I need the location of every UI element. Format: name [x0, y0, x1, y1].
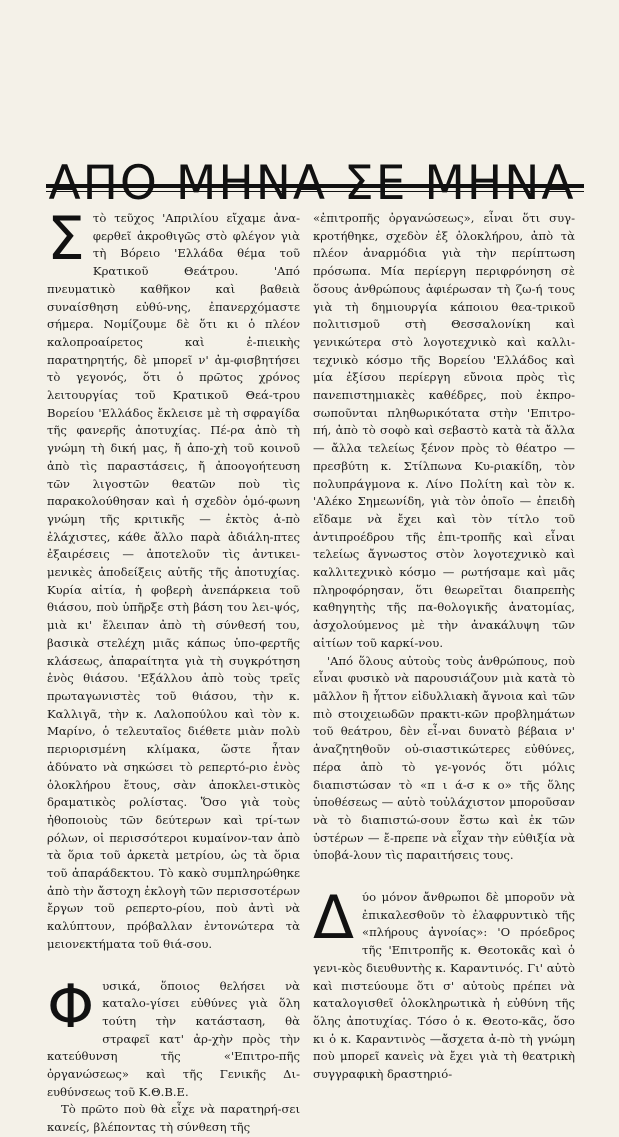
paragraph-text: ύο μόνον ἄνθρωποι δὲ μποροῦν νὰ ἐπικαλεσθοῦν τὸ ἐλαφρυντικὸ τῆς «πλήρους ἀγνοίας»: 'Ο πρόεδρος τῆς 'Επιτροπῆς κ. Θεοτοκᾶς καὶ ὁ γενι-κὸς διευθυντὴς κ. Καραντινός. Γι' αὐτὸ καὶ πιστεύουμε ὅτι σ' αὐτοὺς πρέπει νὰ καταλογισθεῖ ὁλοκληρωτικὰ ἡ εὐθύνη τῆς ὅλης ἀποτυχίας. Τόσο ὁ κ. Θεοτο-κᾶς, ὅσο κι ὁ κ. Καραντινὸς —ἄσχετα ἀ-πὸ τὴ γνώμη ποὺ μπορεῖ κανεὶς νὰ ἔχει γιὰ τὴ θεατρικὴ συγγραφικὴ δραστηριό- — [313, 890, 575, 1082]
title-rule-thin — [46, 191, 584, 192]
paragraph-text: τὸ τεῦχος 'Απριλίου εἴχαμε ἀνα-φερθεῖ ἀκροθιγῶς στὸ φλέγον γιὰ τὴ Βόρειο 'Ελλάδα θέμα τοῦ Κρατικοῦ Θεάτρου. 'Από πνευματικὸ καθῆκον καὶ βαθειὰ συναίσθηση εὐθύ-νης, ἐπανερχόμαστε σήμερα. Νομίζουμε δὲ ὅτι κι ὁ πλέον καλοπροαίρετος καὶ ἐ-πιεικὴς παρατηρητής, δὲ μπορεῖ ν' ἀμ-φισβητήσει τὸ γεγονός, ὅτι ὁ πρῶτος χρόνος λειτουργίας τοῦ Κρατικοῦ Θεά-τρου Βορείου 'Ελλάδος ἔκλεισε μὲ τὴ σφραγίδα τῆς φανερῆς ἀποτυχίας. Πέ-ρα ἀπὸ τὴ γνώμη τὴ δική μας, ἤ ἀπο-χὴ τοῦ κοινοῦ ἀπὸ τὶς παραστάσεις, ἤ ἀποογοήτευση τῶν λιγοστῶν θεατῶν ποὺ τὶς παρακολούθησαν καὶ ἡ σχεδὸν ὁμό-φωνη γνώμη τῆς κριτικῆς — ἐκτὸς ἀ-πὸ ἐλάχιστες, κάθε ἄλλο παρὰ ἀδιάλη-πτες ἐξαιρέσεις — ἀποτελοῦν τὶς ἀντικει-μενικὲς ἀποδείξεις αὐτῆς τῆς ἀποτυχίας. Κυρία αἰτία, ἡ φοβερὴ ἀνεπάρκεια τοῦ θιάσου, ποὺ ὑπῆρξε στὴ βάση του λει-ψός, μιὰ κι' ἔλειπαν ἀπὸ τὴ σύνθεσή του, βασικὰ στελέχη μιᾶς κάπως ὑπο-φερτῆς κλάσεως, ἀπαραίτητα γιὰ τὴ συγκρότηση ἑνὸς θιάσου. 'Εξάλλου ἀπὸ τοὺς τρεῖς πρωταγωνιστὲς τοῦ θιάσου, τὴν κ. Καλλιγᾶ, τὴν κ. Λαλοπούλου καὶ τὸν κ. Μαρίνο, ὁ τελευταῖος διέθετε μιὰν πολὺ περιορισμένη κλίμακα, ὥστε ἦταν ἀδύνατο νὰ σηκώσει τὸ ρεπερτό-ριο ἑνὸς ὁλοκλήρου ἔτους, σὰν ἀποκλει-στικὸς δραματικὸς ρολίστας. Ὅσο γιὰ τοὺς ἠθοποιοὺς τῶν δεύτερων καὶ τρί-των ρόλων, οἱ περισσότεροι κυμαίνον-ταν ἀπὸ τὰ ὅρια τοῦ ἀρκετὰ μετρίου, ὡς τὰ ὅρια τοῦ ἀπαράδεκτου. Τὸ κακὸ συμπληρώθηκε ἀπὸ τὴν ἄστοχη ἐκλογὴ τῶν περισσοτέρων ἔργων τοῦ ρεπερτο-ρίου, ποὺ ἀντὶ νὰ καλύπτουν, πρόβαλλαν ἐντονώτερα τὰ μειονεκτήματα τοῦ θιά-σου. — [47, 211, 300, 951]
paragraph — [313, 883, 575, 1084]
paragraph: 'Από ὅλους αὐτοὺς τοὺς ἀνθρώπους, ποὺ εἶναι φυσικὸ νὰ παρουσιάζουν μιὰ κατὰ τὸ μᾶλλον ἢ ἧττον εἰδυλλιακὴ ἄγνοια καὶ τῶν πιὸ στοιχειωδῶν πρακτι-κῶν προβλημάτων τοῦ θεάτρου, δὲν εἶ-ναι δυνατὸ βέβαια ν' ἀναζητηθοῦν οὐ-σιαστικώτερες εὐθύνες, πέρα ἀπὸ τὸ γε-γονός ὅτι μόλις διαπιστώσαν τὸ «π ι ά-σ κ ο» τῆς ὅλης ὑποθέσεως — αὐτὸ τοὐλάχιστον μποροῦσαν νὰ τὸ διαπιστώ-σουν ἔστω καὶ ἐκ τῶν ὑστέρων — ἔ-πρεπε νὰ εἶχαν τὴν εὐθιξία νὰ ὑποβά-λουν τὶς παραιτήσεις τους. — [313, 653, 575, 863]
paragraph — [47, 971, 300, 1102]
right-column — [313, 210, 575, 1082]
paragraph — [47, 204, 300, 954]
paragraph-text: υσικά, ὅποιος θελήσει νὰ καταλο-γίσει εὐθύνες γιὰ ὅλη τούτη τὴν κατάσταση, θὰ στραφεῖ κατ' ἀρ-χὴν πρὸς τὴν κατεύθυνση τῆς «'Επιτρο-πῆς ὀργανώσεως» καὶ τῆς Γενικῆς Δι-ευθύνσεως τοῦ Κ.Θ.Β.Ε. — [47, 978, 300, 1099]
dropcap: Φ — [47, 971, 95, 1042]
title-rule-thick — [46, 184, 584, 188]
left-column — [47, 204, 300, 1135]
dropcap: Δ — [313, 883, 355, 954]
paragraph: Τὸ πρῶτο ποὺ θὰ εἶχε νὰ παρατηρή-σει κανείς, βλέποντας τὴ σύνθεση τῆς — [47, 1102, 300, 1135]
paragraph: «ἐπιτροπῆς ὀργανώσεως», εἶναι ὅτι συγ-κροτήθηκε, σχεδὸν ἐξ ὁλοκλήρου, ἀπὸ τὰ πλέον ἀναρμόδια γιὰ τὴν περίπτωση πρόσωπα. Μία περίεργη περιφρόνηση σὲ ὅσους ἀνθρώπους ἀφιέρωσαν τὴ ζω-ή τους γιὰ τὴ δημιουργία κάποιου θεα-τρικοῦ πολιτισμοῦ στὴ Θεσσαλονίκη καὶ γενικώτερα στὸ λογοτεχνικὸ καὶ καλλι-τεχνικὸ κόσμο τῆς Βορείου 'Ελλάδος καὶ μία ἐξίσου περίεργη εὔνοια πρὸς τὶς πανεπιστημιακὲς καθέδρες, ποὺ ἐκπρο-σωποῦνται πληθωρικότατα στὴν 'Επιτρο-πή, ἀπὸ τὸ σοφὸ καὶ σεβαστὸ κατὰ τὰ ἄλλα — ἄλλα τελείως ξένον πρὸς τὸ θέατρο — πρεσβύτη κ. Στίλπωνα Κυ-ριακίδη, τὸν πολυπράγμονα κ. Λίνο Πολίτη καὶ τὸν κ. 'Αλέκο Σημεωνίδη, γιὰ τὸν ὁποῖο — ἐπειδὴ εἴδαμε νὰ ἔχει καὶ τὸν τίτλο τοῦ ἀντιπροέδρου τῆς ἐπι-τροπῆς καὶ εἶναι τελείως ἄγνωστος στὸν λογοτεχνικὸ καὶ καλλιτεχνικὸ κόσμο — ρωτήσαμε καὶ μᾶς πληροφόρησαν, ὅτι θεωρεῖται διαπρεπὴς καθηγητὴς τῆς πα-θολογικῆς ἀνατομίας, ἀσχολούμενος μὲ τὴν ἀνακάλυψη τῶν αἰτίων τοῦ καρκί-νου. — [313, 211, 575, 650]
dropcap: Σ — [47, 204, 85, 274]
